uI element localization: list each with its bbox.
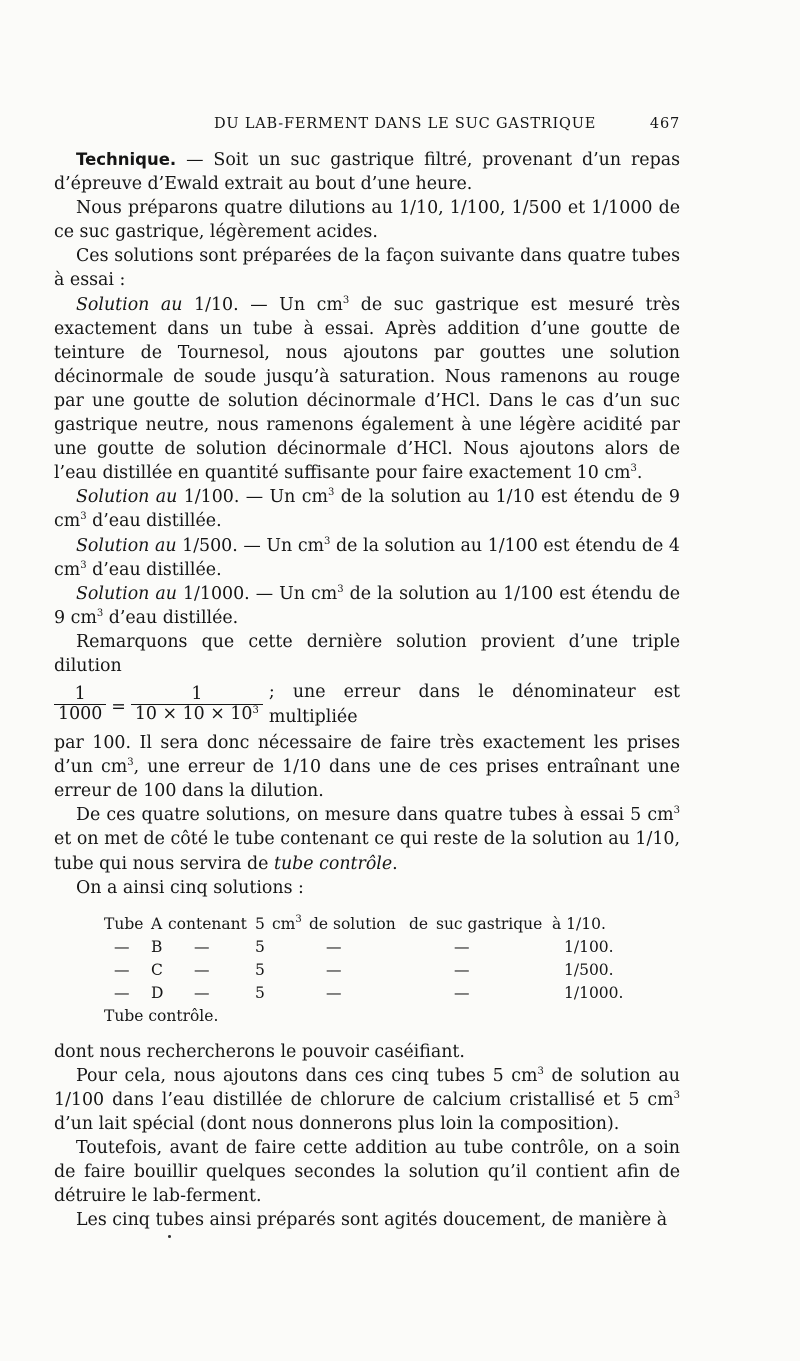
paragraph-solution-1-1000 [54,582,680,630]
paragraph-text: et on met de côté le tube contenant ce qui reste de la solution au 1/10, tube qui nous servira de [54,829,680,874]
table-row [54,981,680,1003]
page-header [54,116,680,136]
tubes-table [54,912,680,1028]
table-row [54,958,680,980]
cell-dash: — [194,937,210,956]
print-speck [168,1235,171,1238]
solution-label: Solution au [76,487,178,508]
fraction-trailing-text: ; une erreur dans le dénominateur est multipliée [268,682,680,727]
paragraph-five-solutions: On a ainsi cinq solutions : [76,877,304,898]
paragraph-toutefois: Toutefois, avant de faire cette addition au tube contrôle, on a soin de faire bouillir quelques secondes la solution qu’il contient afin de détruire le lab-ferment. [54,1138,680,1207]
running-title: DU LAB-FERMENT DANS LE SUC GASTRIQUE [214,116,597,132]
superscript: 3 [127,757,134,769]
table-row [54,1004,680,1026]
page-number: 467 [649,116,680,132]
paragraph-cinq-tubes: Les cinq tubes ainsi préparés sont agités doucement, de manière à [76,1210,668,1231]
paragraph-text: — Un cm [237,535,325,556]
paragraph-caseifiant: dont nous rechercherons le pouvoir caséifiant. [54,1041,465,1062]
italic-term: tube contrôle [273,853,393,874]
paragraph-text: . [392,853,398,874]
solution-ratio: 1/100. [177,487,240,508]
paragraph-technique [54,148,680,196]
cell-dash: — [114,937,130,956]
solution-ratio: 1/1000. [176,583,250,604]
cell-ratio: 1/500. [564,960,614,979]
superscript: 3 [324,535,331,547]
paragraph-text: de la solution au 1/10 est étendu de 9 cm [54,487,680,532]
section-lead: Technique. [76,150,177,169]
superscript: 3 [80,559,87,571]
superscript: 3 [80,511,87,523]
equals-sign: = [111,696,126,717]
cell-dash: — [454,983,470,1002]
superscript: 3 [673,1089,680,1101]
cell-volume: 5 [255,937,265,956]
cell-letter: A [151,914,163,933]
cell-dash: — [114,983,130,1002]
paragraph-text: d’eau distillée. [86,559,222,580]
superscript: 3 [328,487,335,499]
cell-suc: suc gastrique [436,914,543,933]
paragraph-text: — Un cm [238,294,343,315]
superscript: 3 [630,463,637,475]
superscript: 3 [252,705,259,717]
fraction-left [54,685,106,724]
cell-tube: Tube [104,914,144,933]
fraction-equation [54,678,680,731]
cell-dash: — [326,937,342,956]
solution-ratio: 1/10. [182,294,239,315]
cell-dash: — [326,960,342,979]
paragraph-text: de suc gastrique est mesuré très exactement dans un tube à essai. Après addition d’une goutte de teinture de Tournesol, nous ajoutons par gouttes une solution décinormale de soude jusqu’à saturation. Nous ramenons au rouge par une goutte de solution décinormale d’HCl. Dans le cas d’un suc gastrique neutre, nous ramenons également à une légère acidité par une goutte de solution décinormale d’HCl. Nous ajoutons alors de l’eau distillée en quantité suffisante pour faire exactement 10 cm [54,294,681,484]
paragraph-text: d’eau distillée. [86,511,222,532]
cell-unit [272,912,302,936]
cell-ratio: 1/100. [564,937,614,956]
paragraph-solution-1-500 [54,534,680,582]
body-text [54,148,680,1232]
cell-volume: 5 [255,914,265,933]
cell-letter: B [151,937,163,956]
solution-label: Solution au [76,583,177,604]
fraction-denominator: 1000 [54,704,106,724]
paragraph-text: d’eau distillée. [103,607,239,628]
paragraph-text: d’un lait spécial (dont nous donnerons plus loin la composition). [54,1114,620,1134]
cell-de: de [409,914,429,933]
solution-label: Solution au [76,294,183,315]
superscript: 3 [295,913,302,925]
paragraph-text: De ces quatre solutions, on mesure dans quatre tubes à essai 5 cm [76,805,674,826]
fraction-numerator: 1 [74,684,86,705]
table-row [54,912,680,934]
cell-contenant: contenant [168,914,247,933]
superscript: 3 [337,583,344,595]
fraction-numerator: 1 [191,684,203,705]
paragraph-text: — Soit un suc gastrique filtré, provenant d’un repas d’épreuve d’Ewald extrait au bout d’une heure. [54,150,680,195]
table-row [54,935,680,957]
cell-dash: — [194,983,210,1002]
paragraph-text: — Un cm [239,487,328,508]
paragraph-text: de la solution au 1/100 est étendu de 4 cm [54,535,680,580]
paragraph-text: — Un cm [249,583,338,604]
paragraph-text: . [636,463,643,484]
cell-volume: 5 [255,983,265,1002]
paragraph-text: de solution au 1/100 dans l’eau distillée de chlorure de calcium cristallisé et 5 cm [54,1065,680,1110]
paragraph-dilutions: Nous préparons quatre dilutions au 1/10, 1/100, 1/500 et 1/1000 de ce suc gastrique, légèrement acides. [54,198,680,243]
paragraph-text: par 100. Il sera donc nécessaire de faire très exactement les prises d’un cm [54,733,680,778]
superscript: 3 [342,294,350,306]
superscript: 3 [537,1065,544,1077]
cell-dash: — [114,960,130,979]
paragraph-text: de la solution au 1/100 est étendu de 9 cm [54,583,680,628]
paragraph-text: Pour cela, nous ajoutons dans ces cinq tubes 5 cm [76,1065,538,1086]
denominator-text: 10 × 10 × 10 [134,704,253,725]
paragraph-preparation: Ces solutions sont préparées de la façon suivante dans quatre tubes à essai : [54,246,680,291]
solution-ratio: 1/500. [176,535,238,556]
superscript: 3 [673,805,680,817]
cell-letter: C [151,960,163,979]
cell-dash: — [326,983,342,1002]
fraction-denominator [131,704,263,724]
paragraph-solution-1-10 [54,293,680,486]
paragraph-pour-cela [54,1064,680,1136]
cell-letter: D [151,983,164,1002]
paragraph-solution-1-100 [54,485,680,533]
cell-ratio: à 1/10. [552,914,606,933]
cell-dash: — [454,937,470,956]
paragraph-remark: Remarquons que cette dernière solution provient d’une triple dilution [54,631,680,676]
solution-label: Solution au [76,535,177,556]
unit-text: cm [272,914,296,933]
superscript: 3 [96,607,104,619]
cell-ratio: 1/1000. [564,983,624,1002]
cell-tube-controle: Tube contrôle. [104,1006,219,1025]
cell-dash: — [454,960,470,979]
paragraph-precision [54,731,680,803]
paragraph-text: , une erreur de 1/10 dans une de ces prises entraînant une erreur de 100 dans la dilution. [54,757,681,802]
paragraph-four-solutions [54,803,680,875]
cell-volume: 5 [255,960,265,979]
cell-dash: — [194,960,210,979]
cell-solution: de solution [309,914,396,933]
fraction-right [131,685,263,724]
